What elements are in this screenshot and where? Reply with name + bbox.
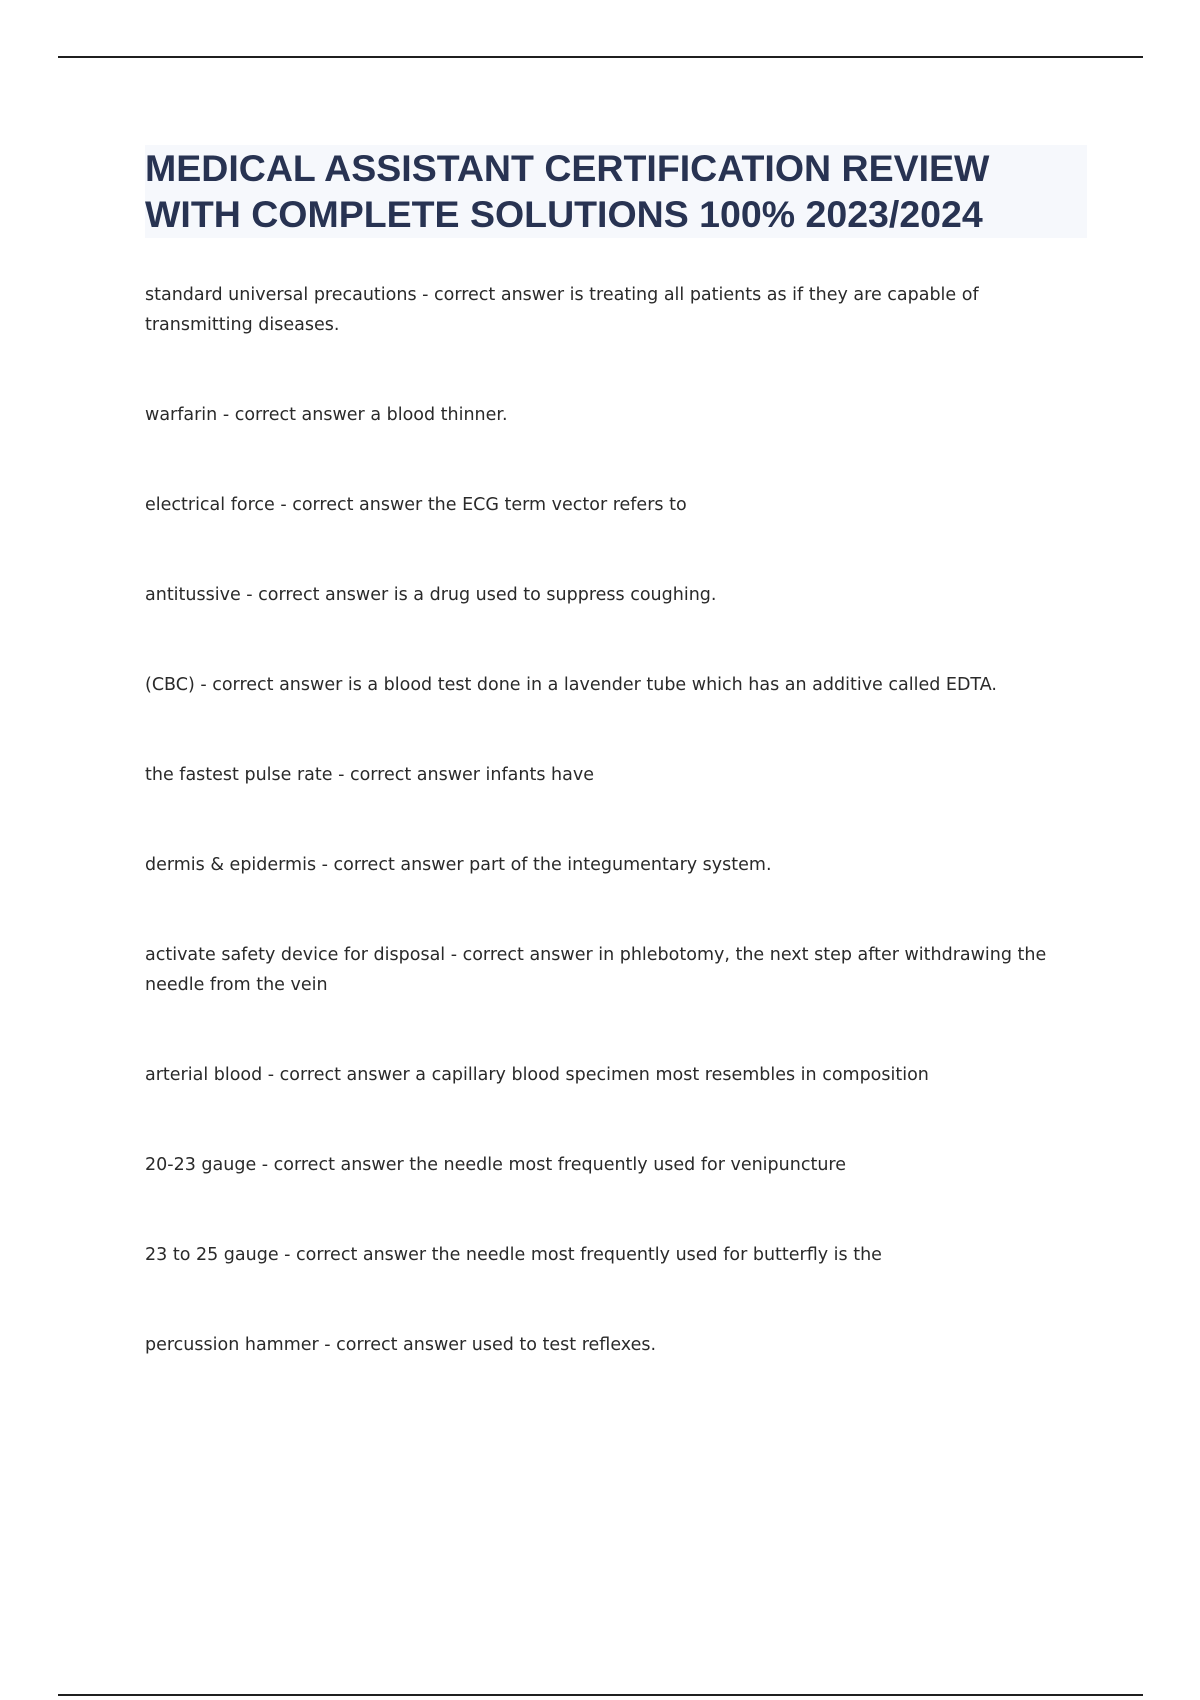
qa-item: arterial blood - correct answer a capillary blood specimen most resembles in composition bbox=[145, 1065, 929, 1085]
qa-item: dermis & epidermis - correct answer part of the integumentary system. bbox=[145, 855, 772, 875]
qa-item: antitussive - correct answer is a drug used to suppress coughing. bbox=[145, 585, 717, 605]
header-rule bbox=[58, 56, 1143, 58]
qa-item: electrical force - correct answer the ECG term vector refers to bbox=[145, 495, 687, 515]
qa-item: 20-23 gauge - correct answer the needle most frequently used for venipuncture bbox=[145, 1155, 846, 1175]
qa-item: activate safety device for disposal - correct answer in phlebotomy, the next step after withdrawing the needle from the vein bbox=[145, 945, 1047, 995]
title-banner bbox=[145, 145, 1087, 238]
qa-item: standard universal precautions - correct answer is treating all patients as if they are capable of transmitting diseases. bbox=[145, 285, 979, 335]
qa-item: (CBC) - correct answer is a blood test done in a lavender tube which has an additive called EDTA. bbox=[145, 675, 997, 695]
qa-item: warfarin - correct answer a blood thinner. bbox=[145, 405, 508, 425]
qa-item: 23 to 25 gauge - correct answer the needle most frequently used for butterfly is the bbox=[145, 1245, 882, 1265]
footer-rule bbox=[58, 1694, 1143, 1696]
document-title: MEDICAL ASSISTANT CERTIFICATION REVIEW WITH COMPLETE SOLUTIONS 100% 2023/2024 bbox=[145, 147, 990, 235]
qa-item: percussion hammer - correct answer used to test reflexes. bbox=[145, 1335, 657, 1355]
qa-item: the fastest pulse rate - correct answer infants have bbox=[145, 765, 594, 785]
qa-list bbox=[145, 280, 1090, 1360]
